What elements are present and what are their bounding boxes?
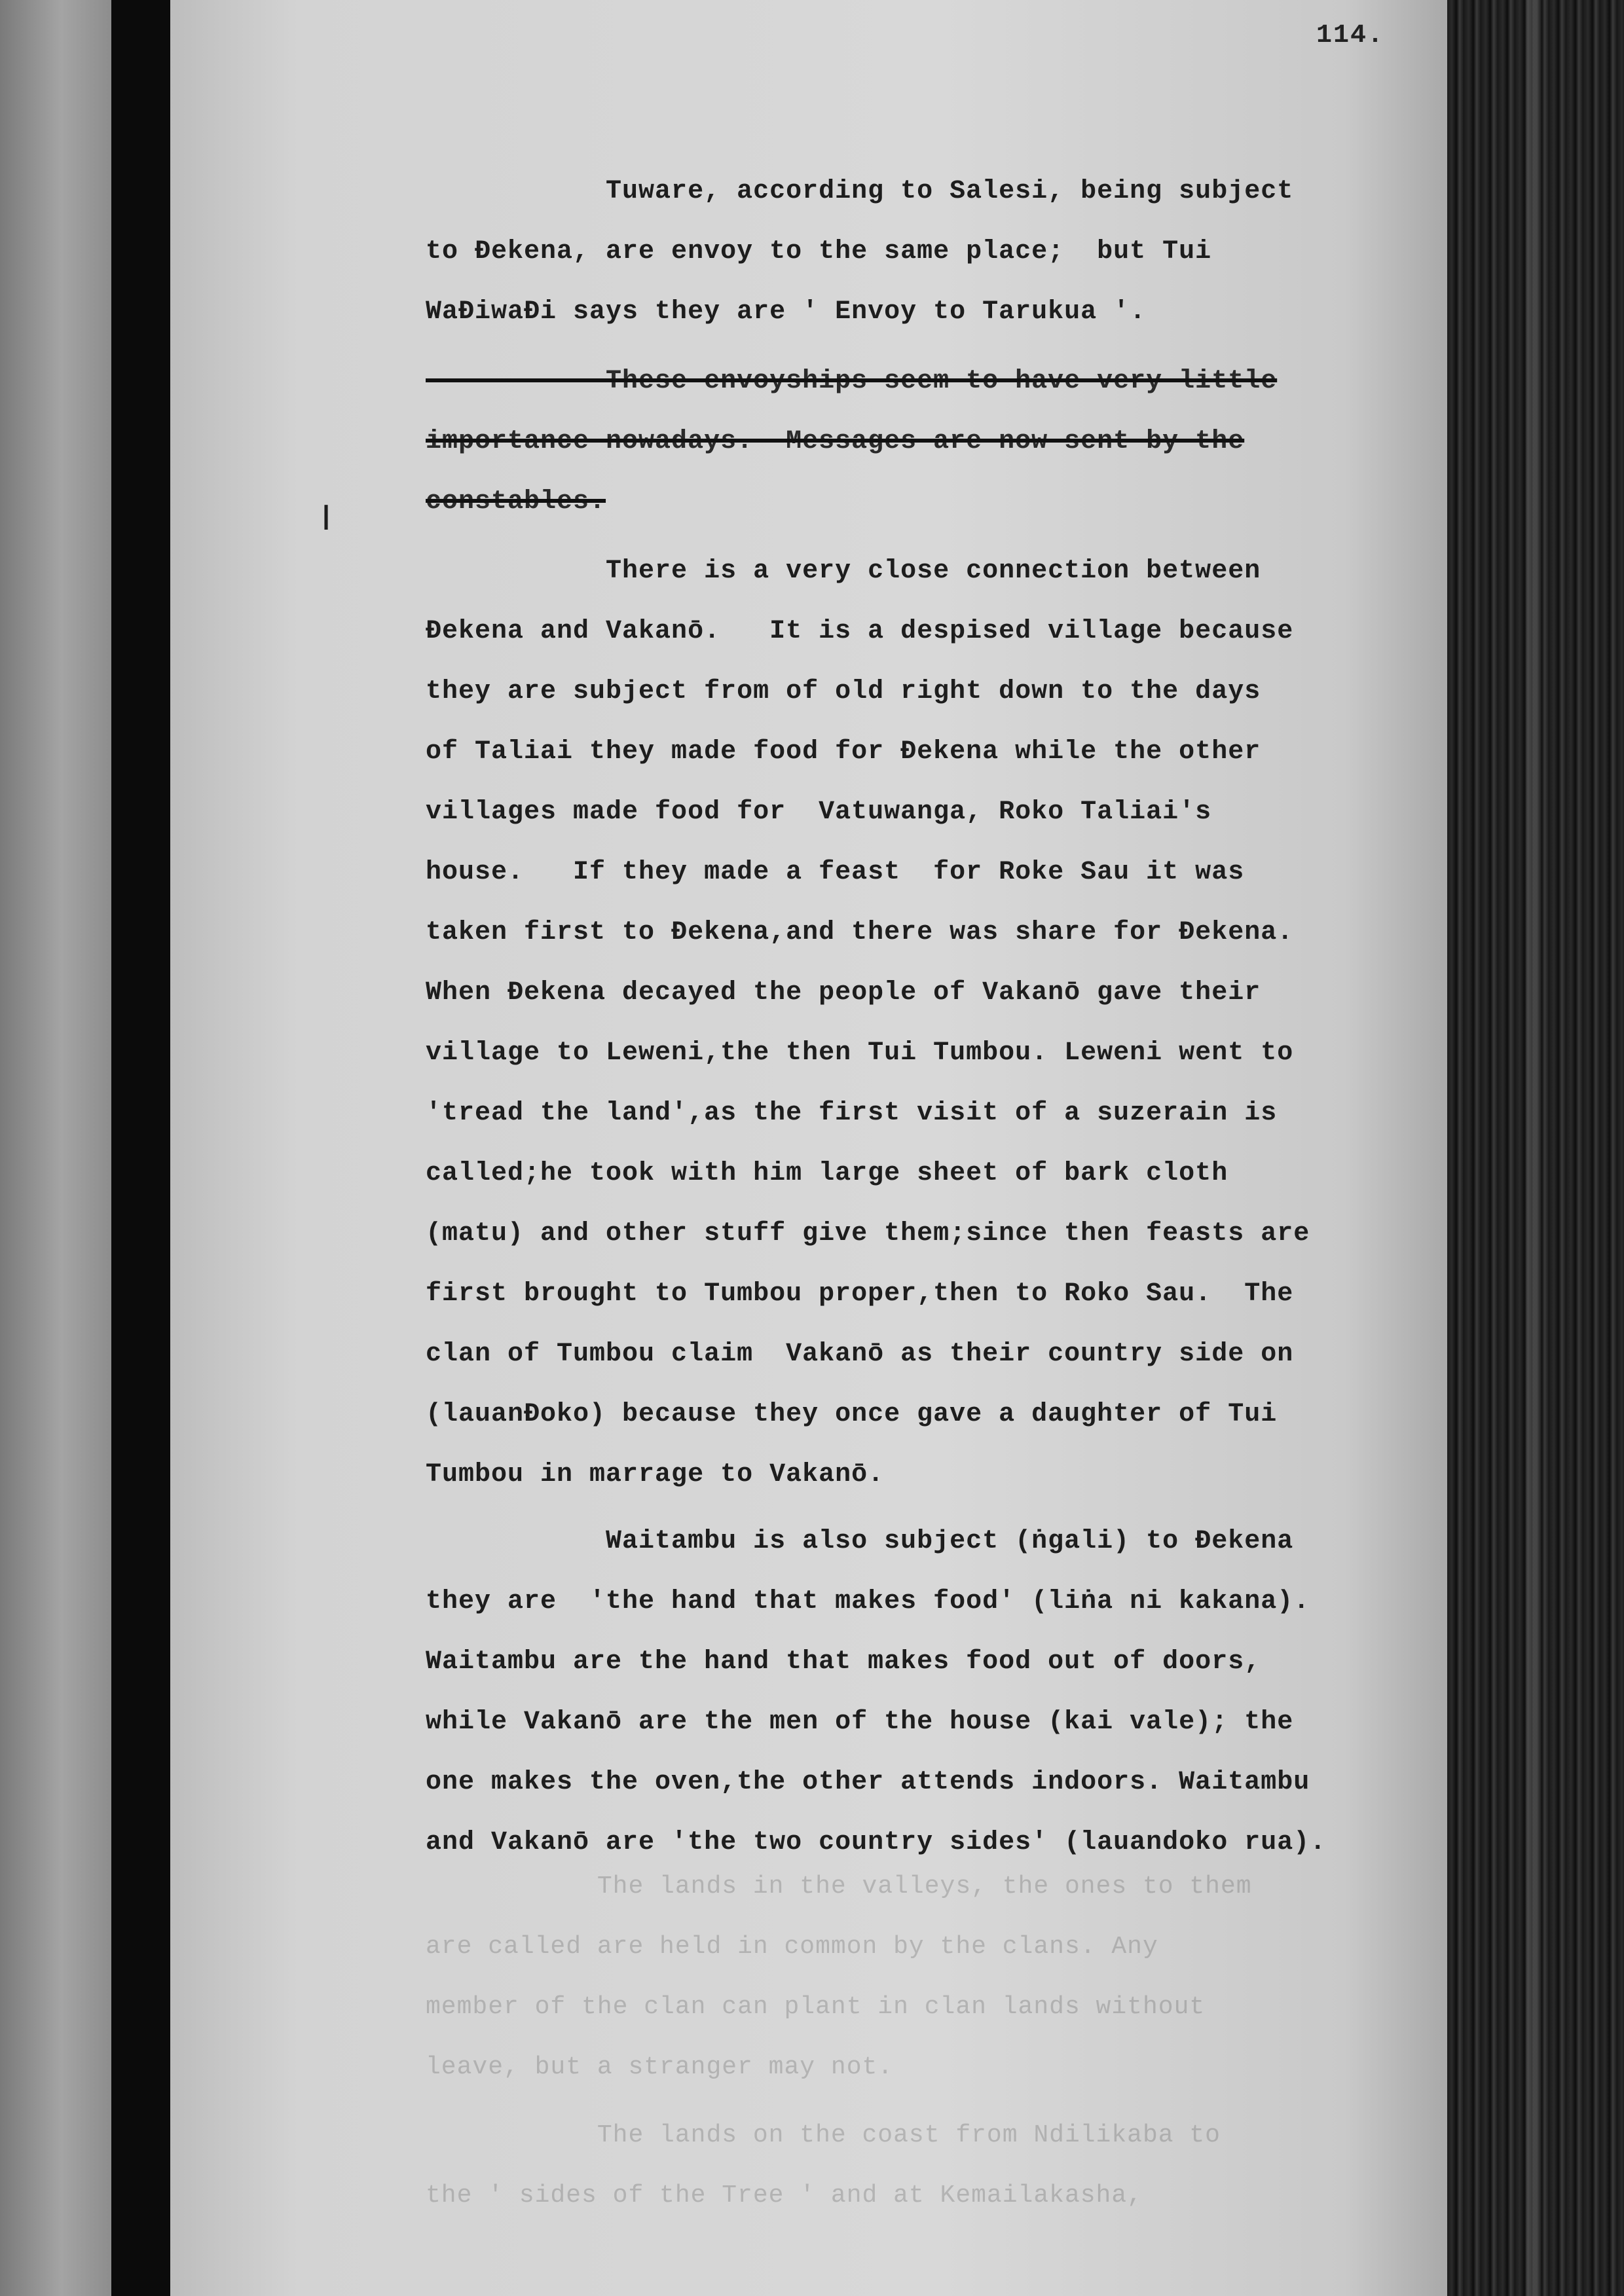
- margin-mark: |: [318, 503, 335, 532]
- text-line: and Vakanō are 'the two country sides' (lauandoko rua).: [426, 1828, 1327, 1857]
- binding-highlight: [1526, 0, 1541, 2296]
- struck-text-line: importance nowadays. Messages are now sent by the: [426, 427, 1245, 456]
- text-line: house. If they made a feast for Roke Sau it was: [426, 858, 1245, 887]
- text-line: clan of Tumbou claim Vakanō as their country side on: [426, 1339, 1294, 1369]
- text-line: to Ɖekena, are envoy to the same place; but Tui: [426, 237, 1212, 266]
- text-line: village to Leweni,the then Tui Tumbou. Leweni went to: [426, 1038, 1294, 1068]
- text-line: Waitambu is also subject (ṅgali) to Ɖekena: [426, 1527, 1294, 1556]
- text-line: taken first to Ɖekena,and there was share for Ɖekena.: [426, 918, 1294, 947]
- faded-text-line: leave, but a stranger may not.: [426, 2053, 894, 2081]
- faded-text-line: The lands on the coast from Ndilikaba to: [426, 2121, 1221, 2149]
- text-line: (lauanƉoko) because they once gave a daughter of Tui: [426, 1400, 1278, 1429]
- faded-text-line: The lands in the valleys, the ones to them: [426, 1872, 1252, 1901]
- text-line: villages made food for Vatuwanga, Roko Taliai's: [426, 797, 1212, 827]
- text-line: When Ɖekena decayed the people of Vakanō gave their: [426, 978, 1261, 1008]
- book-gutter: [111, 0, 170, 2296]
- faded-text-line: member of the clan can plant in clan lands without: [426, 1993, 1206, 2021]
- struck-text-line: constables.: [426, 487, 606, 517]
- text-line: one makes the oven,the other attends indoors. Waitambu: [426, 1768, 1310, 1797]
- page-number: 114.: [1316, 21, 1385, 50]
- text-line: There is a very close connection between: [426, 556, 1261, 586]
- text-line: of Taliai they made food for Ɖekena while the other: [426, 737, 1261, 767]
- text-line: first brought to Tumbou proper,then to Roko Sau. The: [426, 1279, 1294, 1309]
- text-line: while Vakanō are the men of the house (kai vale); the: [426, 1707, 1294, 1737]
- text-line: Waitambu are the hand that makes food out of doors,: [426, 1647, 1261, 1677]
- text-line: 'tread the land',as the first visit of a suzerain is: [426, 1099, 1278, 1128]
- text-line: Ɖekena and Vakanō. It is a despised village because: [426, 617, 1294, 646]
- text-line: Tuware, according to Salesi, being subject: [426, 177, 1294, 206]
- struck-text-line: These envoyships seem to have very little: [426, 367, 1278, 396]
- facing-page-edge: [0, 0, 111, 2296]
- faded-text-line: the ' sides of the Tree ' and at Kemailakasha,: [426, 2181, 1143, 2210]
- faded-text-line: are called are held in common by the clans. Any: [426, 1933, 1158, 1961]
- text-line: called;he took with him large sheet of bark cloth: [426, 1159, 1228, 1188]
- text-line: Tumbou in marrage to Vakanō.: [426, 1460, 885, 1489]
- text-line: WaƉiwaƉi says they are ' Envoy to Tarukua '.: [426, 297, 1147, 327]
- text-line: they are subject from of old right down to the days: [426, 677, 1261, 706]
- text-line: they are 'the hand that makes food' (liṅa ni kakana).: [426, 1587, 1310, 1616]
- text-line: (matu) and other stuff give them;since then feasts are: [426, 1219, 1310, 1248]
